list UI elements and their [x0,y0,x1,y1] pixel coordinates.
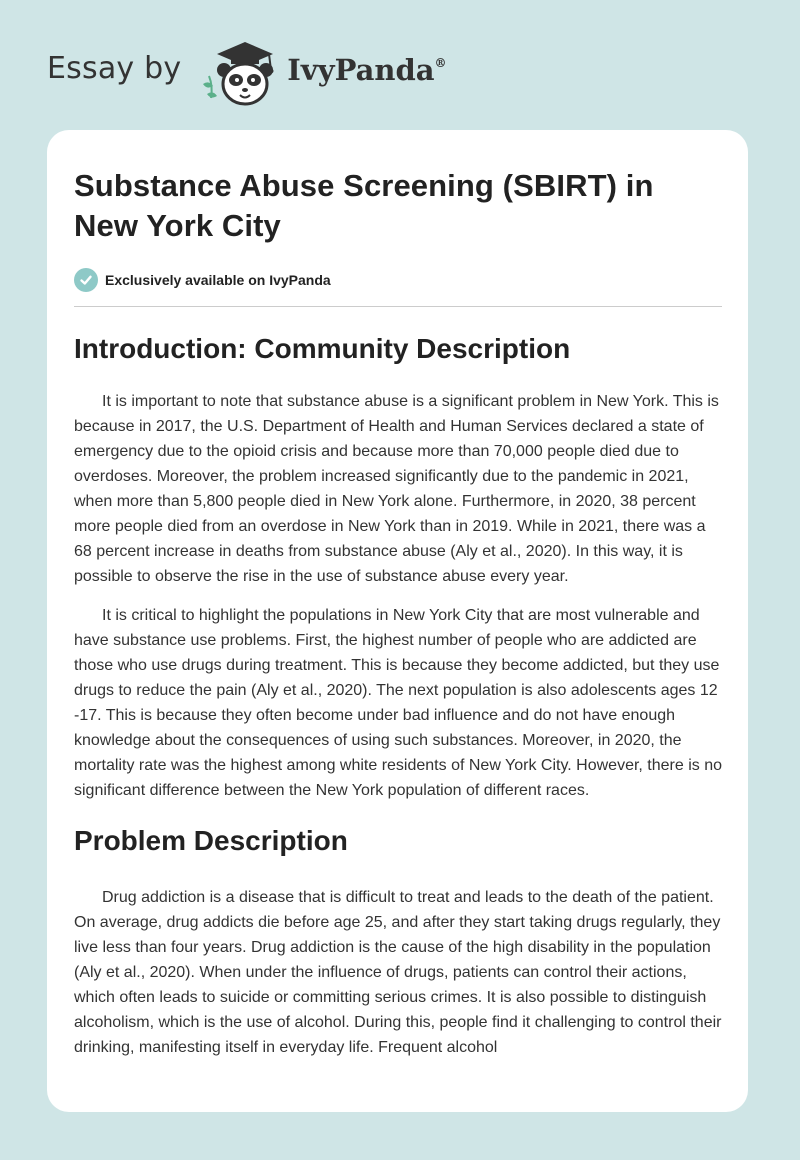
site-header [47,40,447,110]
exclusive-badge [74,266,722,294]
exclusive-label: Exclusively available on IvyPanda [105,272,331,288]
section-heading-introduction: Introduction: Community Description [74,333,571,364]
brand-name[interactable] [287,53,446,87]
registered-mark: ® [434,56,447,70]
paragraph: Drug addiction is a disease that is difficult to treat and leads to the death of the patient. On average, drug addicts die before age 25, and after they start taking drugs regularly, they live less than four years. Drug addiction is the cause of the high disability in the population (Aly et al., 2020). When under the influence of drugs, patients can control their actions, which often leads to suicide or committing serious crimes. It is also possible to distinguish alcoholism, which is the use of alcohol. During this, people find it challenging to control their drinking, manifesting itself in everyday life. Frequent alcohol [74,889,722,1056]
divider [74,306,722,307]
article-card [47,130,748,1112]
paragraph: It is important to note that substance abuse is a significant problem in New York. This is because in 2017, the U.S. Department of Health and Human Services declared a state of emergency due to the opioid crisis and because more than 70,000 people died due to overdoses. Moreover, the problem increased significantly due to the pandemic in 2021, when more than 5,800 people died in New York alone. Furthermore, in 2020, 38 percent more people died from an overdose in New York than in 2019. While in 2021, there was a 68 percent increase in deaths from substance abuse (Aly et al., 2020). In this way, it is possible to observe the rise in the use of substance abuse every year. [74,393,719,585]
essay-by-label: Essay by [47,50,182,86]
ivypanda-logo-icon[interactable] [195,40,285,110]
brand-name-text: IvyPanda [287,53,435,87]
checkmark-icon [74,268,98,292]
section-heading-problem: Problem Description [74,825,348,856]
article-title: Substance Abuse Screening (SBIRT) in New York City [74,168,654,243]
paragraph: It is critical to highlight the populations in New York City that are most vulnerable and have substance use problems. First, the highest number of people who are addicted are those who use drugs during treatment. This is because they become addicted, but they use drugs to reduce the pain (Aly et al., 2020). The next population is also adolescents ages 12 -17. This is because they often become under bad influence and do not have enough knowledge about the consequences of using such substances. Moreover, in 2020, the mortality rate was the highest among white residents of New York City. However, there is no significant difference between the New York population of different races. [74,607,723,799]
